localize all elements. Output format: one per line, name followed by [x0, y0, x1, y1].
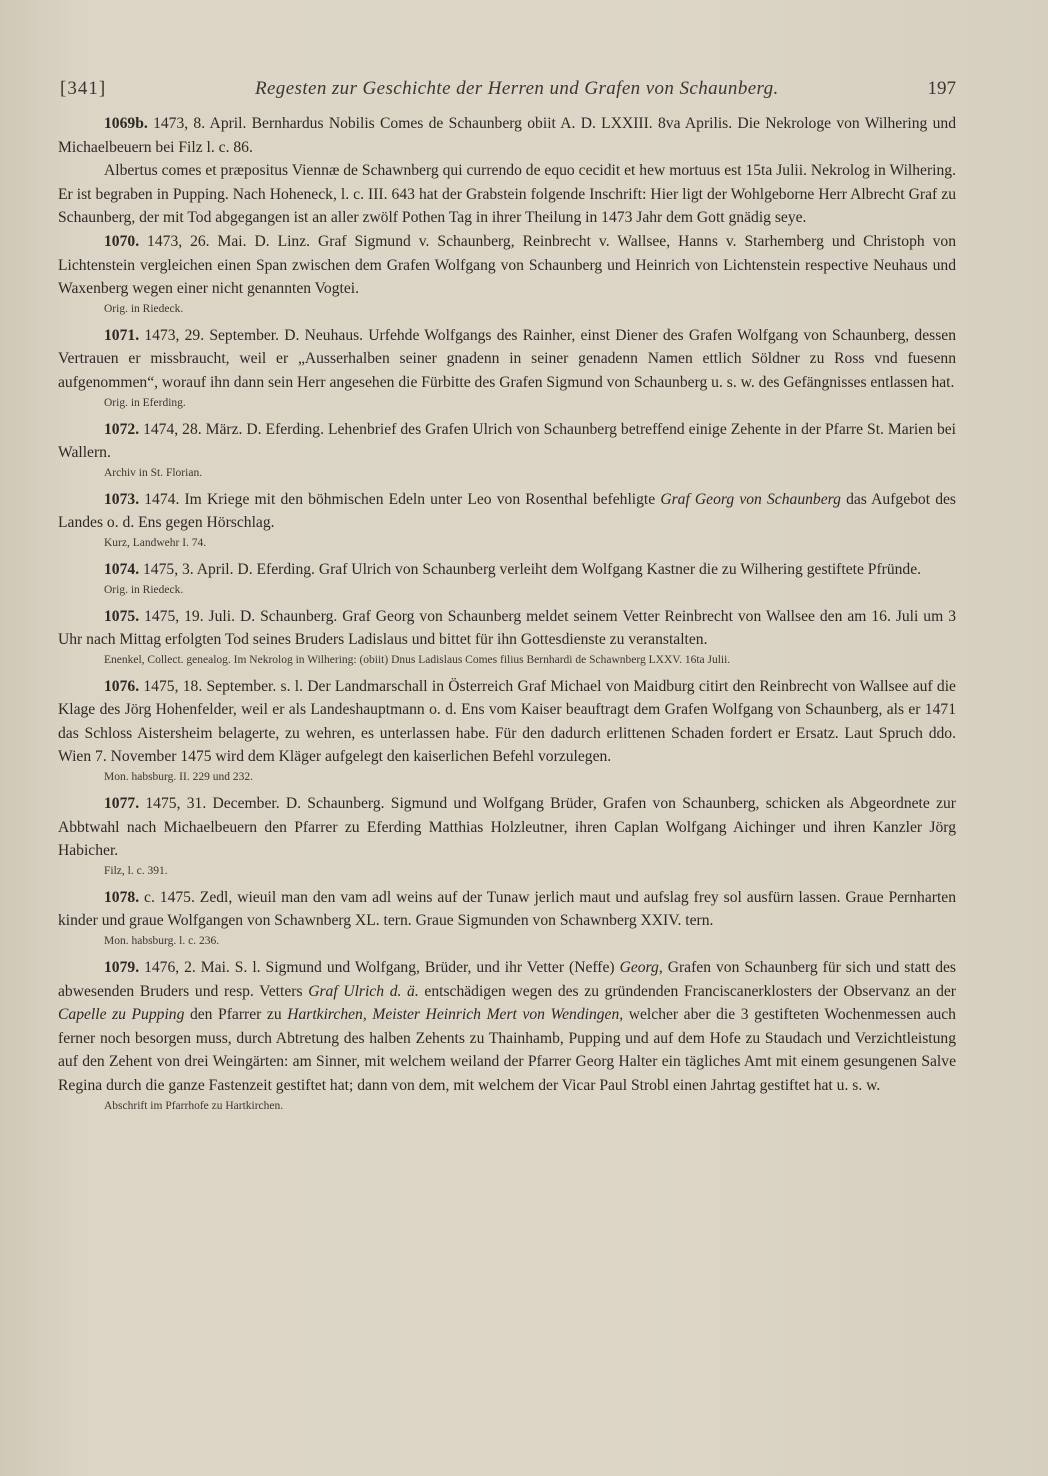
entry-source: Orig. in Riedeck.	[104, 302, 184, 315]
regest-entry	[58, 230, 956, 301]
entry-text-italic: Hartkirchen, Meister Heinrich Mert von Wendingen,	[287, 1006, 624, 1024]
entry-text: entschädigen wegen des zu gründenden Franciscanerklosters der Observanz an der	[418, 982, 956, 1000]
entry-source: Kurz, Landwehr I. 74.	[104, 536, 207, 549]
folio-number: 197	[927, 78, 956, 99]
entry-number: 1070.	[104, 232, 140, 250]
entry-number: 1069b.	[104, 115, 148, 132]
regest-entry	[58, 418, 956, 465]
regest-entry	[58, 112, 956, 230]
entry-text-italic: Capelle zu Pupping	[58, 1006, 185, 1024]
entry-source: Mon. habsburg. II. 229 und 232.	[104, 771, 253, 784]
entry-text: 1473, 29. September. D. Neuhaus. Urfehde Wolfgangs des Rainher, einst Diener des Grafen Wolfgang von Schaunberg, dessen Vertrauen er missbraucht, weil er „Ausserhalben seiner gnadenn in seiner genadenn Namen ettlich Söldner zu Ross vnd fuesenn aufgenommen“, worauf ihn dann sein Herr angesehen die Fürbitte des Grafen Sigmund von Schaunberg u. s. w. des Gefängnisses entlassen hat.	[58, 326, 956, 391]
running-title: Regesten zur Geschichte der Herren und Grafen von Schaunberg.	[254, 78, 779, 99]
entry-source: Archiv in St. Florian.	[104, 466, 203, 479]
regest-entry	[58, 558, 956, 582]
entry-text: 1475, 3. April. D. Eferding. Graf Ulrich von Schaunberg verleiht dem Wolfgang Kastner die zu Wilhering gestiftete Pfründe.	[143, 560, 922, 578]
regest-entry	[58, 324, 956, 395]
regest-entry	[58, 792, 956, 863]
entry-text: das Aufgebot des Landes o. d. Ens gegen Hörschlag.	[58, 490, 956, 532]
entry-text-italic: Graf Ulrich d. ä.	[308, 982, 419, 1000]
entry-text: den Pfarrer zu	[184, 1006, 288, 1024]
entry-source: Enenkel, Collect. genealog. Im Nekrolog in Wilhering: (obiit) Dnus Ladislaus Comes filius Bernhardi de Schawnberg LXXV. 16ta Julii.	[104, 653, 731, 666]
entry-number: 1073.	[104, 490, 140, 508]
entry-source: Abschrift im Pfarrhofe zu Hartkirchen.	[104, 1099, 284, 1112]
entry-number: 1074.	[104, 560, 140, 578]
regest-entry	[58, 956, 956, 1098]
entry-text-italic: Georg,	[619, 959, 663, 977]
entry-number: 1078.	[104, 888, 140, 906]
entry-text: c. 1475. Zedl, wieuil man den vam adl weins auf der Tunaw jerlich maut und aufslag frey sol ausfürn lassen. Graue Pernharten kinder und graue Wolfgangen von Schawnberg XL. tern. Graue Sigmunden von Schawnberg XXIV. tern.	[58, 888, 956, 930]
entry-number: 1075.	[104, 607, 140, 625]
entry-source: Orig. in Eferding.	[104, 396, 186, 409]
running-header	[58, 78, 956, 100]
regest-entry	[58, 488, 956, 535]
entry-text: Grafen von Schaunberg für sich und statt des abwesenden Bruders und resp. Vetters	[58, 959, 956, 1000]
entry-text: 1474, 28. März. D. Eferding. Lehenbrief des Grafen Ulrich von Schaunberg betreffend einige Zehente in der Pfarre St. Marien bei Wallern.	[58, 420, 956, 462]
entry-text: 1476, 2. Mai. S. l. Sigmund und Wolfgang, Brüder, und ihr Vetter (Neffe)	[144, 959, 620, 977]
entry-text-italic: Graf Georg von Schaunberg	[660, 490, 841, 508]
entry-number: 1071.	[104, 326, 140, 344]
entry-text: 1475, 18. September. s. l. Der Landmarschall in Österreich Graf Michael von Maidburg citirt den Reinbrecht von Wallsee auf die Klage des Jörg Hohenfelder, weil er als Landeshauptmann o. d. Ens vom Kaiser beauftragt dem Grafen Wolfgang von Schaunberg, als er 1471 das Schloss Aistersheim belagerte, zu wehren, es unterlassen habe. Für den dadurch erlittenen Schaden fordert er Ersatz. Laut Spruch ddo. Wien 7. November 1475 wird dem Kläger aufgelegt den kaiserlichen Befehl vorzulegen.	[58, 677, 956, 766]
regest-entry	[58, 675, 956, 769]
entry-text: 1473, 26. Mai. D. Linz. Graf Sigmund v. Schaunberg, Reinbrecht v. Wallsee, Hanns v. Starhemberg und Christoph von Lichtenstein vergleichen einen Span zwischen dem Grafen Wolfgang von Schaunberg und Heinrich von Lichtenstein respective Neuhaus und Waxenberg wegen einer nicht genannten Vogtei.	[58, 232, 956, 298]
entry-text: 1474. Im Kriege mit den böhmischen Edeln unter Leo von Rosenthal befehligte	[144, 490, 661, 508]
entry-number: 1076.	[104, 677, 140, 695]
entry-number: 1072.	[104, 420, 140, 438]
entry-text: 1473, 8. April. Bernhardus Nobilis Comes de Schaunberg obiit A. D. LXXIII. 8va Aprilis. Die Nekrologe von Wilhering und Michaelbeuern bei Filz l. c. 86.	[58, 115, 956, 156]
entry-source: Orig. in Riedeck.	[104, 583, 184, 596]
regest-entry	[58, 605, 956, 652]
entry-text: 1475, 31. December. D. Schaunberg. Sigmund und Wolfgang Brüder, Grafen von Schaunberg, schicken als Abgeordnete zur Abbtwahl nach Michaelbeuern den Pfarrer zu Eferding Matthias Holzleutner, ihren Caplan Wolfgang Aichinger und ihren Kanzler Jörg Habicher.	[58, 795, 956, 860]
entry-source: Mon. habsburg. l. c. 236.	[104, 935, 220, 948]
regest-entry	[58, 886, 956, 933]
page-bracket-number: [341]	[60, 78, 107, 99]
entry-text: welcher aber die 3 gestifteten Wochenmessen auch ferner noch besorgen muss, durch Abtretung des halben Zehents zu Thainhamb, Pupping und auf dem Hofe zu Staudach und Verzichtleistung auf den Zehent von drei Weingärten: am Sinner, mit welchem weiland der Pfarrer Georg Halter ein tägliches Amt mit einem gesungenen Salve Regina durch die ganze Fastenzeit gestiftet hat; dann von dem, mit welchem der Vicar Paul Strobl einen Jahrtag gestiftet hat u. s. w.	[58, 1006, 956, 1094]
entry-text: Albertus comes et præpositus Viennæ de Schawnberg qui currendo de equo cecidit et hew mortuus est 15ta Julii. Nekrolog in Wilhering. Er ist begraben in Pupping. Nach Hoheneck, l. c. III. 643 hat der Grabstein folgende Inschrift: Hier ligt der Wohlgeborne Herr Albrecht Graf zu Schaunberg, der mit Tod abgegangen ist an aller zwölf Pothen Tag in ihrer Theilung in 1473 Jahr dem Gott gnädig seye.	[58, 162, 956, 227]
entry-text: 1475, 19. Juli. D. Schaunberg. Graf Georg von Schaunberg meldet seinem Vetter Reinbrecht von Wallsee den am 16. Juli um 3 Uhr nach Mittag erfolgten Tod seines Bruders Ladislaus und bittet für ihn Gottesdienste zu veranstalten.	[58, 607, 956, 649]
entry-number: 1077.	[104, 795, 140, 813]
entry-source: Filz, l. c. 391.	[104, 864, 168, 877]
entry-number: 1079.	[104, 959, 140, 977]
